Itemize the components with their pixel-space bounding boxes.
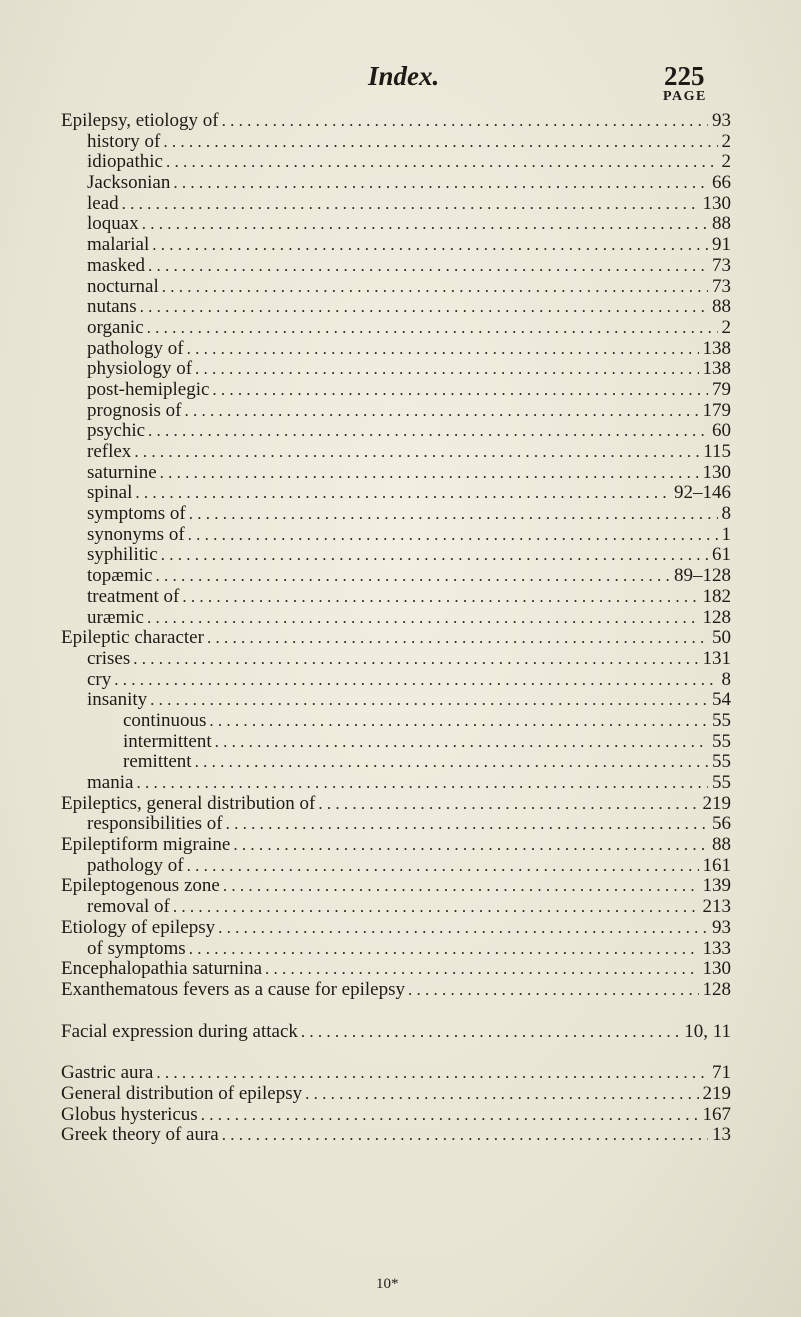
index-term: pathology of	[87, 338, 184, 359]
index-entry	[61, 1084, 731, 1105]
index-entry	[61, 318, 731, 339]
dot-leader	[142, 214, 708, 235]
index-entry	[61, 670, 731, 691]
index-page-ref: 115	[703, 442, 731, 462]
index-page-ref: 55	[712, 731, 731, 752]
dot-leader	[265, 959, 698, 980]
index-page-ref: 92–146	[674, 483, 731, 504]
index-entry	[61, 525, 731, 546]
index-term: treatment of	[87, 586, 180, 607]
index-entry	[61, 814, 731, 835]
page-column-label: PAGE	[663, 89, 707, 104]
index-page-ref: 89–128	[674, 566, 731, 587]
index-entry	[61, 194, 731, 215]
index-term: of symptoms	[87, 938, 186, 959]
dot-leader	[223, 876, 699, 897]
index-page-ref: 91	[712, 235, 731, 256]
signature-mark: 10*	[376, 1276, 399, 1292]
index-page-ref: 61	[712, 545, 731, 566]
index-entry	[61, 690, 731, 711]
index-entry	[61, 483, 731, 504]
index-page-ref: 55	[712, 752, 731, 773]
index-term: intermittent	[123, 731, 212, 752]
index-entry	[61, 1125, 731, 1146]
index-term: Epilepsy, etiology of	[61, 111, 219, 131]
index-page-ref: 73	[712, 276, 731, 297]
dot-leader	[189, 504, 718, 525]
dot-leader	[212, 380, 708, 401]
dot-leader	[173, 173, 708, 194]
index-entry	[61, 504, 731, 525]
index-page-ref: 2	[721, 131, 731, 152]
dot-leader	[195, 359, 698, 380]
dot-leader	[215, 732, 708, 753]
index-term: Exanthematous fevers as a cause for epilepsy	[61, 979, 405, 1000]
index-entry	[61, 959, 731, 980]
dot-leader	[140, 297, 708, 318]
index-entry	[61, 152, 731, 173]
dot-leader	[160, 463, 699, 484]
index-entry	[61, 359, 731, 380]
index-entry	[61, 918, 731, 939]
dot-leader	[187, 856, 699, 877]
index-page-ref: 182	[702, 586, 731, 607]
index-term: pathology of	[87, 855, 184, 876]
index-entry	[61, 608, 731, 629]
index-entry	[61, 132, 731, 153]
index-entry	[61, 856, 731, 877]
index-page-ref: 93	[712, 917, 731, 938]
dot-leader	[408, 980, 699, 1001]
index-entry	[61, 173, 731, 194]
index-entry	[61, 214, 731, 235]
index-entry	[61, 339, 731, 360]
index-term: remittent	[123, 752, 192, 773]
header-page-number: 225	[664, 61, 705, 91]
index-entry	[61, 401, 731, 422]
index-entry	[61, 566, 731, 587]
dot-leader	[209, 711, 708, 732]
index-term: symptoms of	[87, 504, 186, 525]
dot-leader	[147, 318, 718, 339]
index-entry	[61, 380, 731, 401]
index-page-ref: 139	[702, 876, 731, 897]
dot-leader	[187, 339, 699, 360]
index-term: continuous	[123, 710, 207, 731]
index-page-ref: 55	[712, 773, 731, 793]
index-term: Jacksonian	[87, 173, 171, 194]
dot-leader	[162, 277, 708, 298]
index-term: mania	[87, 773, 134, 793]
dot-leader	[152, 235, 708, 256]
index-term: Gastric aura	[61, 1063, 154, 1084]
index-entry	[61, 587, 731, 608]
index-entry	[61, 711, 731, 732]
index-page-ref: 219	[702, 1083, 731, 1104]
index-entry	[61, 876, 731, 897]
index-entry	[61, 297, 731, 318]
index-term: prognosis of	[87, 400, 182, 421]
index-page-ref: 130	[702, 462, 731, 483]
dot-leader	[188, 525, 718, 546]
index-page-ref: 93	[712, 111, 731, 131]
dot-leader	[195, 752, 708, 773]
dot-leader	[148, 421, 708, 442]
index-term: insanity	[87, 690, 148, 711]
index-entry	[61, 1063, 731, 1084]
dot-leader	[148, 256, 708, 277]
dot-leader	[207, 628, 708, 649]
index-entry	[61, 649, 731, 670]
index-page-ref: 8	[721, 504, 731, 525]
index-page-ref: 2	[721, 317, 731, 338]
index-entry	[61, 1105, 731, 1126]
index-term: synonyms of	[87, 524, 185, 545]
index-page-ref: 79	[712, 379, 731, 400]
index-page-ref: 161	[702, 855, 731, 876]
index-entry	[61, 111, 731, 132]
index-term: Epileptics, general distribution of	[61, 793, 316, 814]
index-term: topæmic	[87, 566, 153, 587]
index-entry	[61, 628, 731, 649]
index-page-ref: 131	[702, 648, 731, 669]
index-page-ref: 55	[712, 710, 731, 731]
index-entry	[61, 463, 731, 484]
index-page-ref: 88	[712, 297, 731, 318]
dot-leader	[163, 132, 717, 153]
index-page-ref: 138	[702, 338, 731, 359]
dot-leader	[135, 483, 670, 504]
index-entry	[61, 545, 731, 566]
index-entry	[61, 835, 731, 856]
index-term: nutans	[87, 297, 137, 318]
dot-leader	[156, 1063, 708, 1084]
index-page-ref: 71	[712, 1063, 731, 1084]
dot-leader	[226, 814, 708, 835]
dot-leader	[122, 194, 699, 215]
index-page-ref: 60	[712, 421, 731, 442]
index-page-ref: 54	[712, 690, 731, 711]
index-term: syphilitic	[87, 545, 158, 566]
index-entry	[61, 773, 731, 794]
index-term: Epileptic character	[61, 628, 204, 649]
index-term: nocturnal	[87, 276, 159, 297]
index-term: masked	[87, 255, 146, 276]
dot-leader	[150, 690, 708, 711]
index-page-ref: 213	[702, 897, 731, 918]
index-page-ref: 56	[712, 814, 731, 835]
dot-leader	[155, 566, 670, 587]
index-term: General distribution of epilepsy	[61, 1083, 303, 1104]
index-page-ref: 73	[712, 255, 731, 276]
dot-leader	[222, 1125, 708, 1146]
index-entry	[61, 256, 731, 277]
index-page-ref: 88	[712, 835, 731, 856]
index-page-ref: 179	[702, 400, 731, 421]
index-entry	[61, 980, 731, 1001]
index-page-ref: 2	[721, 152, 731, 173]
index-term: lead	[87, 193, 119, 214]
index-page-ref: 128	[702, 979, 731, 1000]
index-page-ref: 138	[702, 359, 731, 380]
dot-leader	[201, 1105, 699, 1126]
index-entry	[61, 939, 731, 960]
dot-leader	[218, 918, 708, 939]
dot-leader	[233, 835, 708, 856]
dot-leader	[222, 111, 708, 132]
index-page-ref: 1	[721, 524, 731, 545]
dot-leader	[182, 587, 698, 608]
index-entry	[61, 1022, 731, 1043]
index-term: psychic	[87, 421, 146, 442]
index-page-ref: 219	[702, 793, 731, 814]
dot-leader	[184, 401, 698, 422]
index-entry	[61, 277, 731, 298]
index-entry	[61, 421, 731, 442]
header-title: Index.	[368, 61, 440, 91]
index-term: reflex	[87, 442, 132, 462]
index-term: uræmic	[87, 607, 144, 628]
index-term: history of	[87, 131, 161, 152]
index-page-ref: 167	[702, 1104, 731, 1125]
index-page-ref: 50	[712, 628, 731, 649]
dot-leader	[133, 649, 698, 670]
dot-leader	[161, 545, 708, 566]
index-entry	[61, 235, 731, 256]
dot-leader	[301, 1022, 680, 1043]
index-page-ref: 128	[702, 607, 731, 628]
dot-leader	[136, 773, 708, 794]
dot-leader	[166, 152, 718, 173]
index-term: Facial expression during attack	[61, 1021, 298, 1042]
dot-leader	[147, 608, 699, 629]
index-term: idiopathic	[87, 152, 163, 173]
dot-leader	[134, 442, 699, 463]
index-term: Epileptogenous zone	[61, 876, 220, 897]
index-page-ref: 130	[702, 193, 731, 214]
index-term: crises	[87, 648, 131, 669]
index-term: Encephalopathia saturnina	[61, 959, 263, 980]
index-term: post-hemiplegic	[87, 379, 210, 400]
index-term: saturnine	[87, 462, 157, 483]
index-page-ref: 88	[712, 214, 731, 235]
index-entry	[61, 752, 731, 773]
index-page-ref: 8	[721, 669, 731, 690]
index-page-ref: 66	[712, 173, 731, 194]
index-page-ref: 130	[702, 959, 731, 980]
index-page-ref: 133	[702, 938, 731, 959]
index-entry	[61, 442, 731, 463]
index-page-ref: 10, 11	[684, 1021, 731, 1042]
index-entry	[61, 897, 731, 918]
dot-leader	[318, 794, 698, 815]
dot-leader	[114, 670, 717, 691]
index-term: Globus hystericus	[61, 1104, 198, 1125]
dot-leader	[305, 1084, 698, 1105]
index-term: physiology of	[87, 359, 193, 380]
index-term: Etiology of epilepsy	[61, 917, 216, 938]
dot-leader	[189, 939, 699, 960]
index-term: responsibilities of	[87, 814, 223, 835]
index-page-ref: 13	[712, 1125, 731, 1146]
index-list	[61, 111, 731, 1146]
index-term: organic	[87, 317, 144, 338]
index-term: loquax	[87, 214, 139, 235]
index-entry	[61, 732, 731, 753]
index-term: spinal	[87, 483, 133, 504]
index-term: cry	[87, 669, 112, 690]
index-term: malarial	[87, 235, 150, 256]
index-term: Epileptiform migraine	[61, 835, 231, 856]
index-term: removal of	[87, 897, 170, 918]
index-term: Greek theory of aura	[61, 1125, 219, 1146]
dot-leader	[173, 897, 699, 918]
index-entry	[61, 794, 731, 815]
